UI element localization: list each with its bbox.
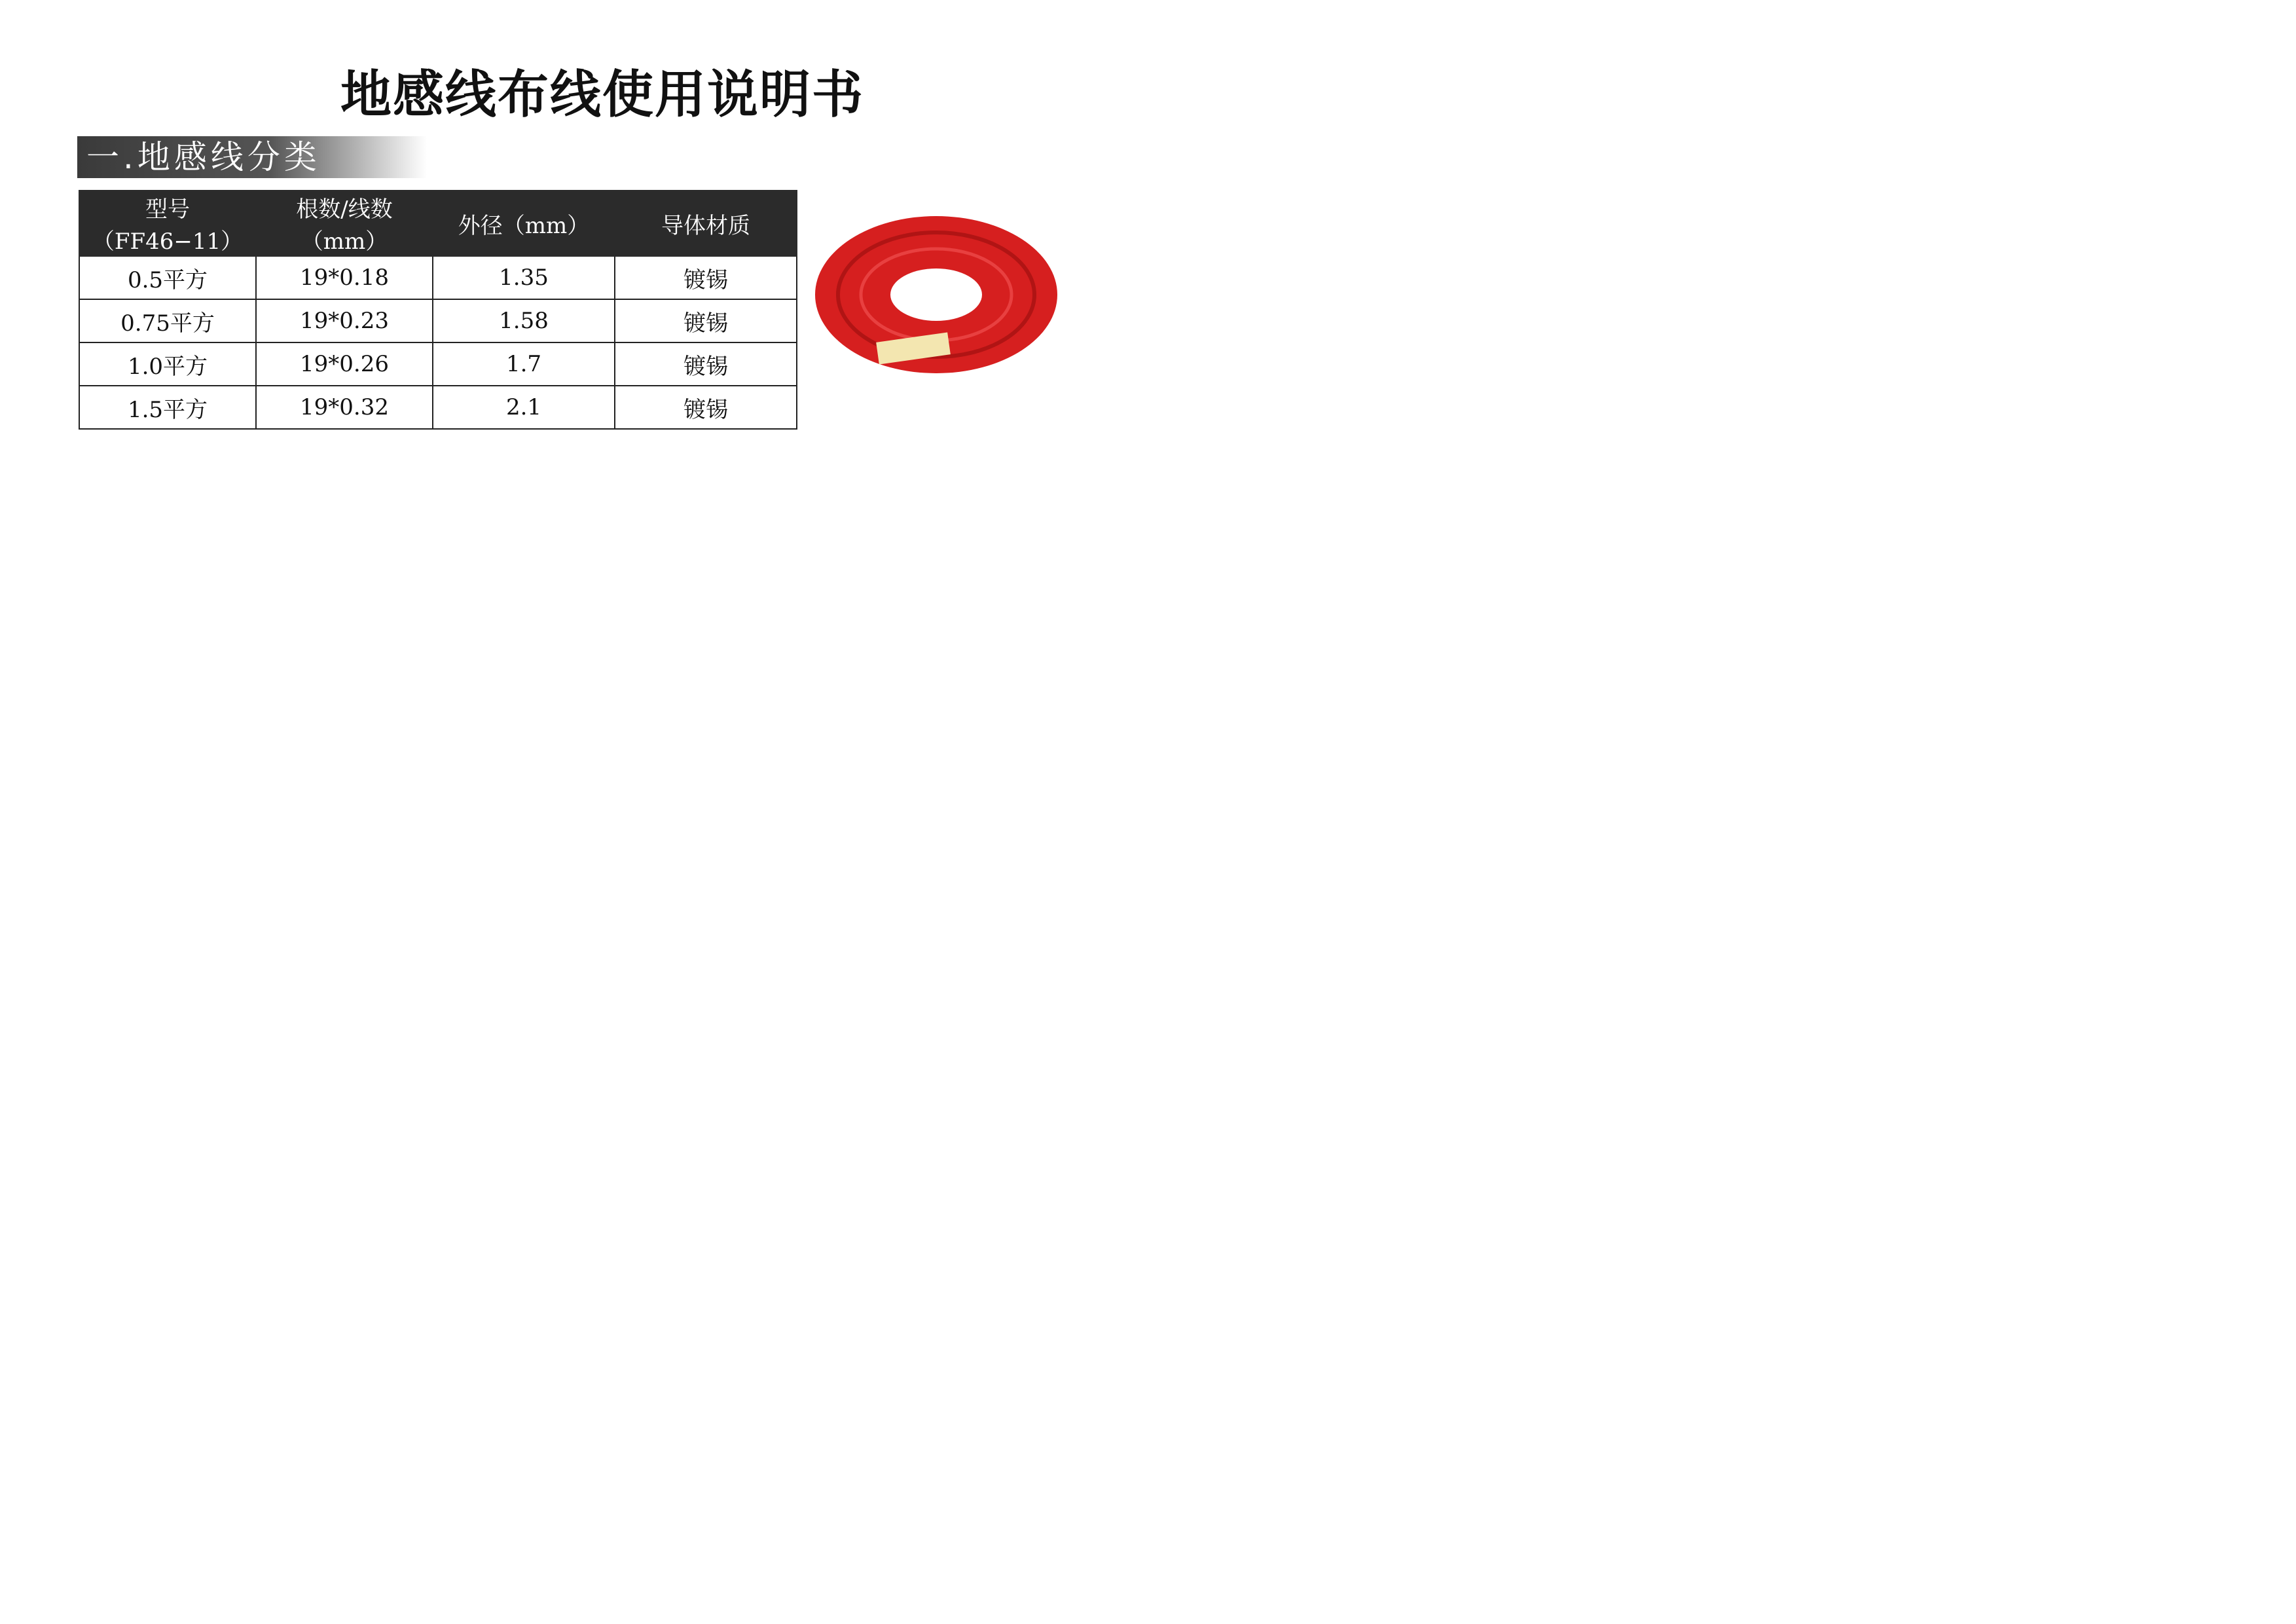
- table-cell: 1.58: [433, 299, 615, 342]
- table-cell: 1.0平方: [79, 342, 256, 386]
- table-header-cell: 导体材质: [615, 191, 797, 256]
- table-cell: 0.5平方: [79, 256, 256, 299]
- table-header-cell: 根数/线数（mm）: [256, 191, 433, 256]
- table-row: [79, 386, 797, 429]
- page-title: 地感线布线使用说明书: [340, 65, 865, 124]
- wire-spec-table: [79, 190, 797, 430]
- table-row: [79, 256, 797, 299]
- red-wire-coil-image: [805, 196, 1067, 393]
- table-cell: 镀锡: [615, 342, 797, 386]
- table-row: [79, 342, 797, 386]
- section-heading-classification: 一.地感线分类: [77, 136, 427, 178]
- table-cell: 19*0.18: [256, 256, 433, 299]
- table-cell: 1.7: [433, 342, 615, 386]
- table-cell: 2.1: [433, 386, 615, 429]
- table-cell: 镀锡: [615, 256, 797, 299]
- table-cell: 1.35: [433, 256, 615, 299]
- table-cell: 镀锡: [615, 299, 797, 342]
- table-cell: 镀锡: [615, 386, 797, 429]
- table-header-cell: 外径（mm）: [433, 191, 615, 256]
- table-header-cell: 型号（FF46−11）: [79, 191, 256, 256]
- table-cell: 0.75平方: [79, 299, 256, 342]
- table-cell: 1.5平方: [79, 386, 256, 429]
- table-row: [79, 299, 797, 342]
- table-cell: 19*0.23: [256, 299, 433, 342]
- table-cell: 19*0.32: [256, 386, 433, 429]
- table-header-row: [79, 191, 797, 256]
- table-cell: 19*0.26: [256, 342, 433, 386]
